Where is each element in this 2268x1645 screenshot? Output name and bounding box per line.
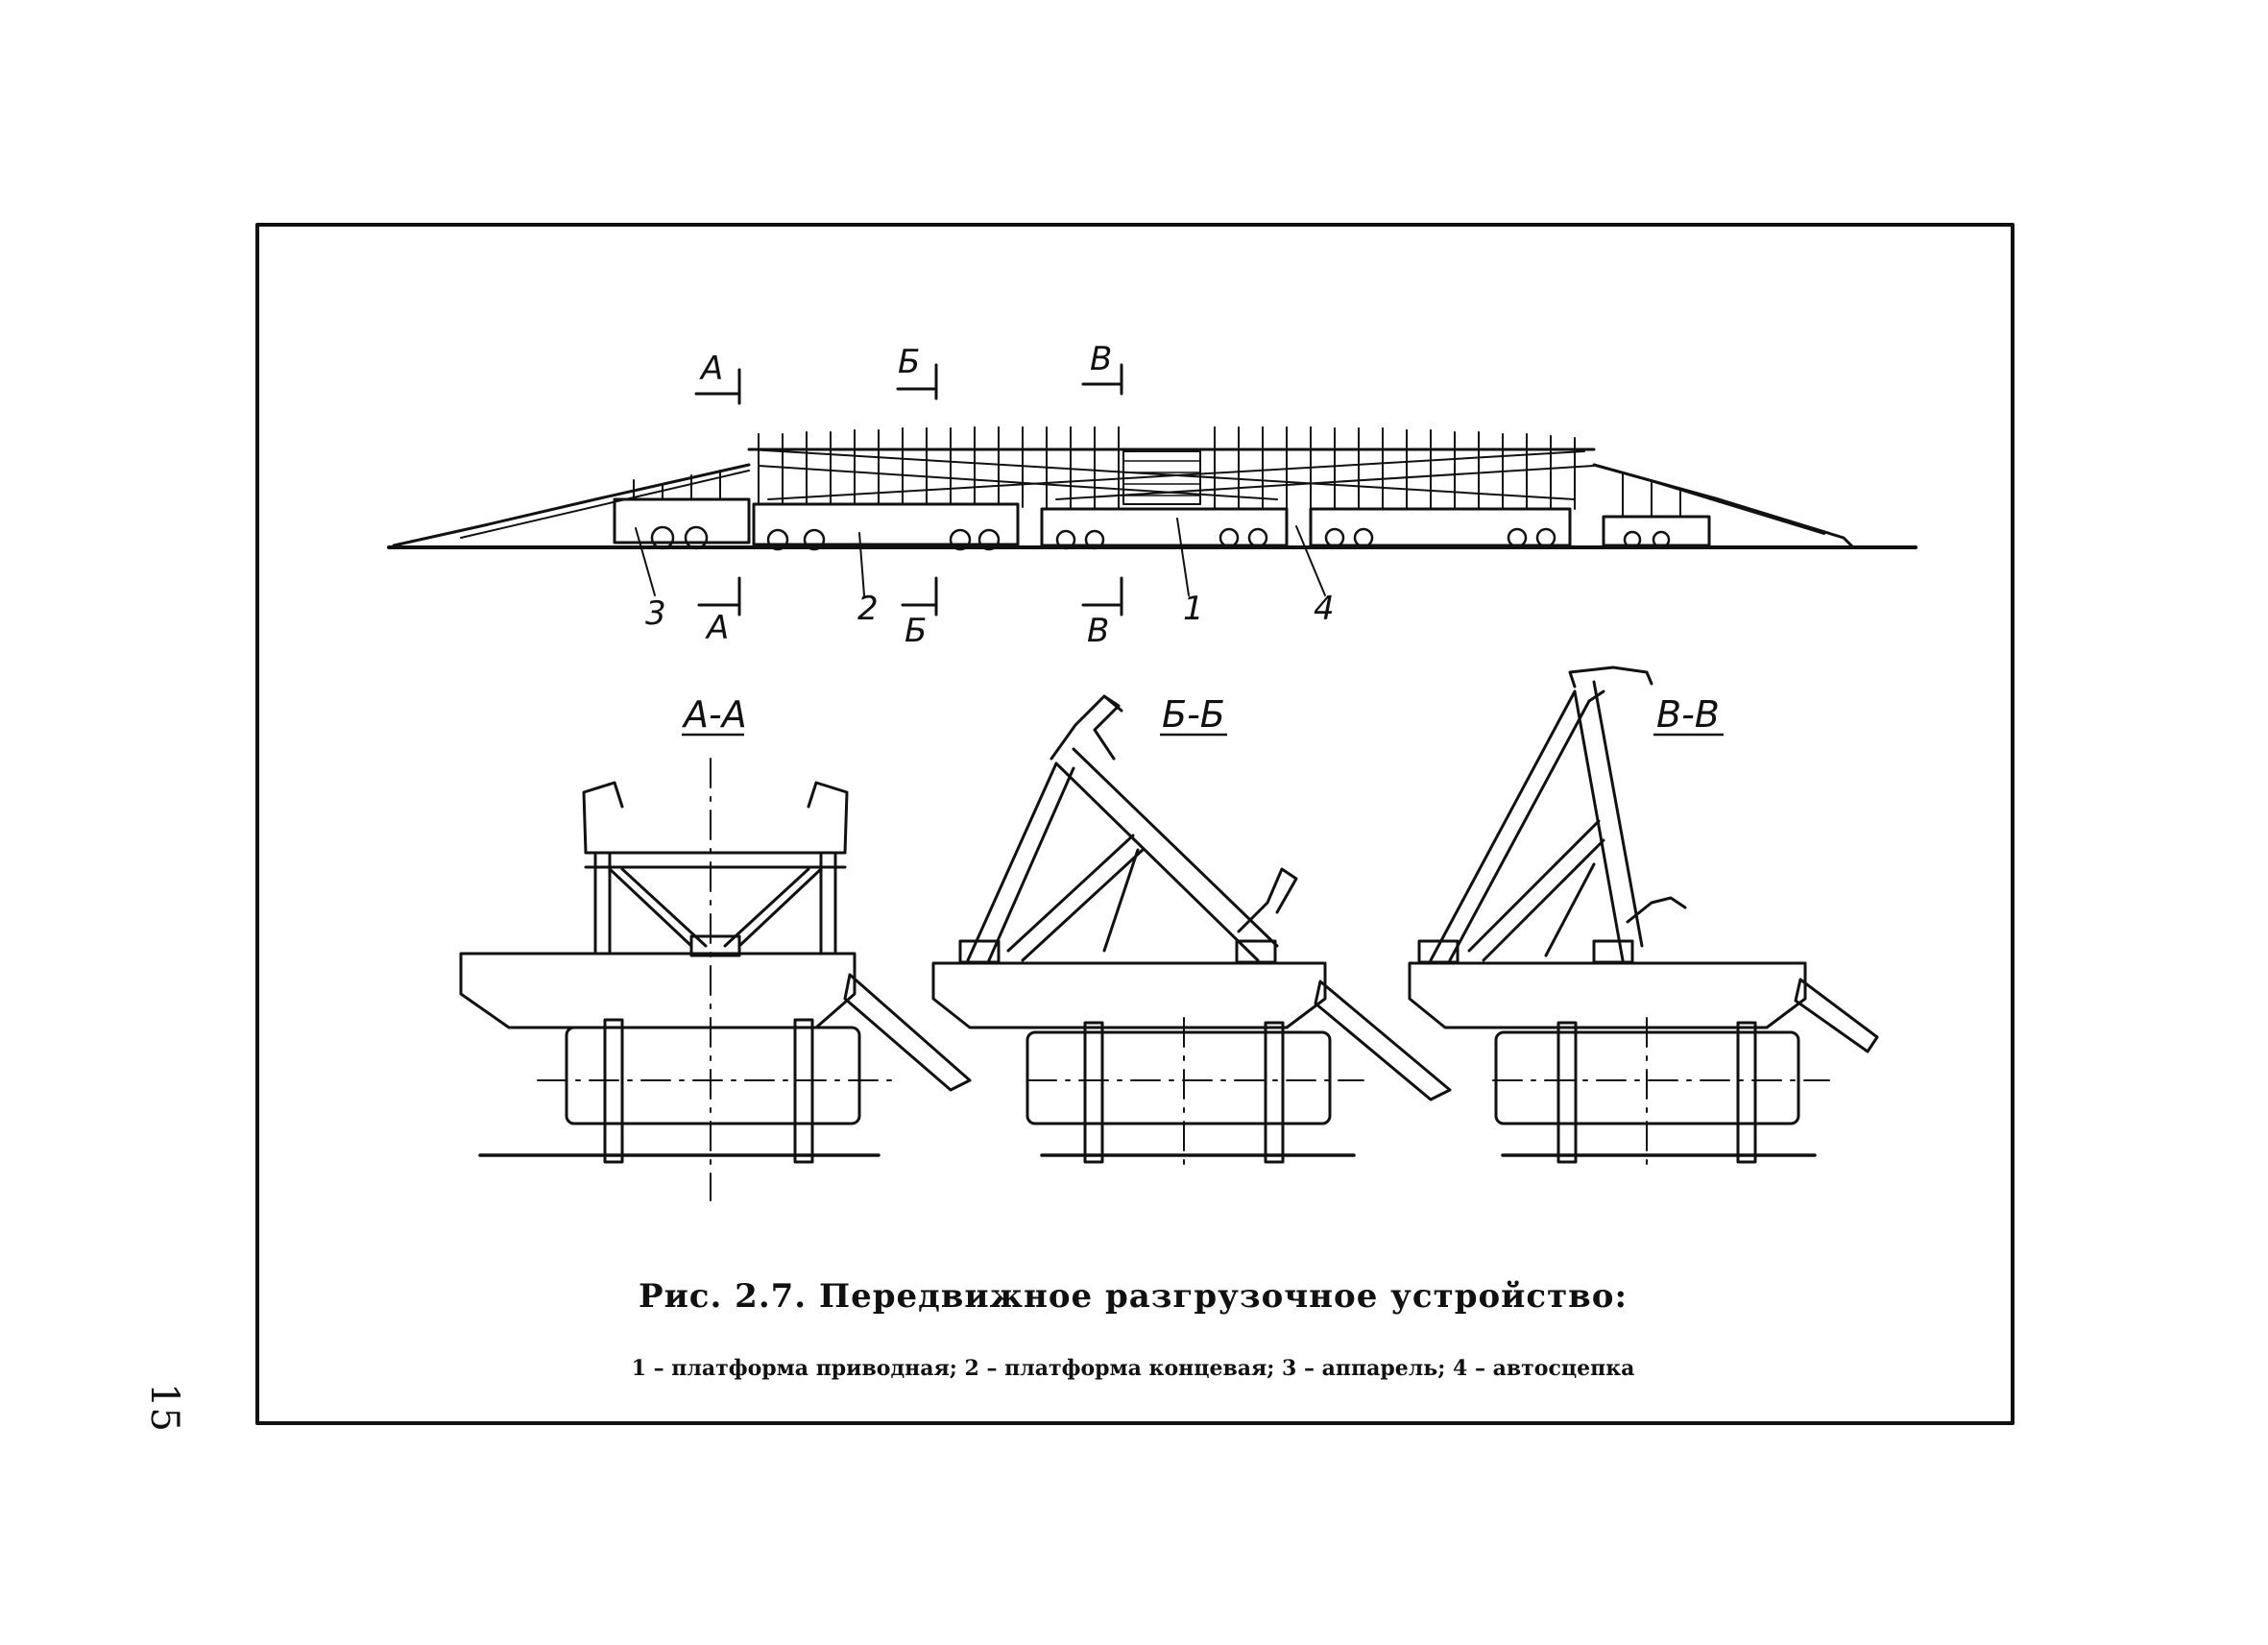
callout-3: 3 [645, 594, 666, 633]
callout-1: 1 [1183, 590, 1204, 628]
elevation-view [389, 365, 1916, 615]
cut-label-a-bottom: А [707, 609, 730, 647]
cut-label-b-bottom: Б [905, 612, 928, 650]
cut-label-b-top: Б [898, 343, 921, 381]
cut-label-v-bottom: В [1087, 612, 1110, 650]
cut-label-v-top: В [1090, 340, 1113, 378]
section-title-a-a: А-А [684, 693, 747, 736]
callout-2: 2 [857, 590, 879, 628]
section-v-v-drawing [1410, 667, 1877, 1167]
drawing-frame [257, 225, 2013, 1423]
figure-caption-legend: 1 – платформа приводная; 2 – платформа концевая; 3 – аппарель; 4 – автосцепка [631, 1356, 1635, 1381]
callout-4: 4 [1314, 590, 1335, 628]
section-b-b-drawing [933, 696, 1450, 1167]
section-title-b-b: Б-Б [1162, 693, 1225, 736]
section-title-v-v: В-В [1656, 693, 1720, 736]
page-number: 15 [142, 1383, 186, 1432]
section-a-a-drawing [461, 759, 970, 1200]
figure-caption-title: Рис. 2.7. Передвижное разгрузочное устройство: [639, 1277, 1628, 1316]
cut-label-a-top: А [701, 350, 724, 388]
